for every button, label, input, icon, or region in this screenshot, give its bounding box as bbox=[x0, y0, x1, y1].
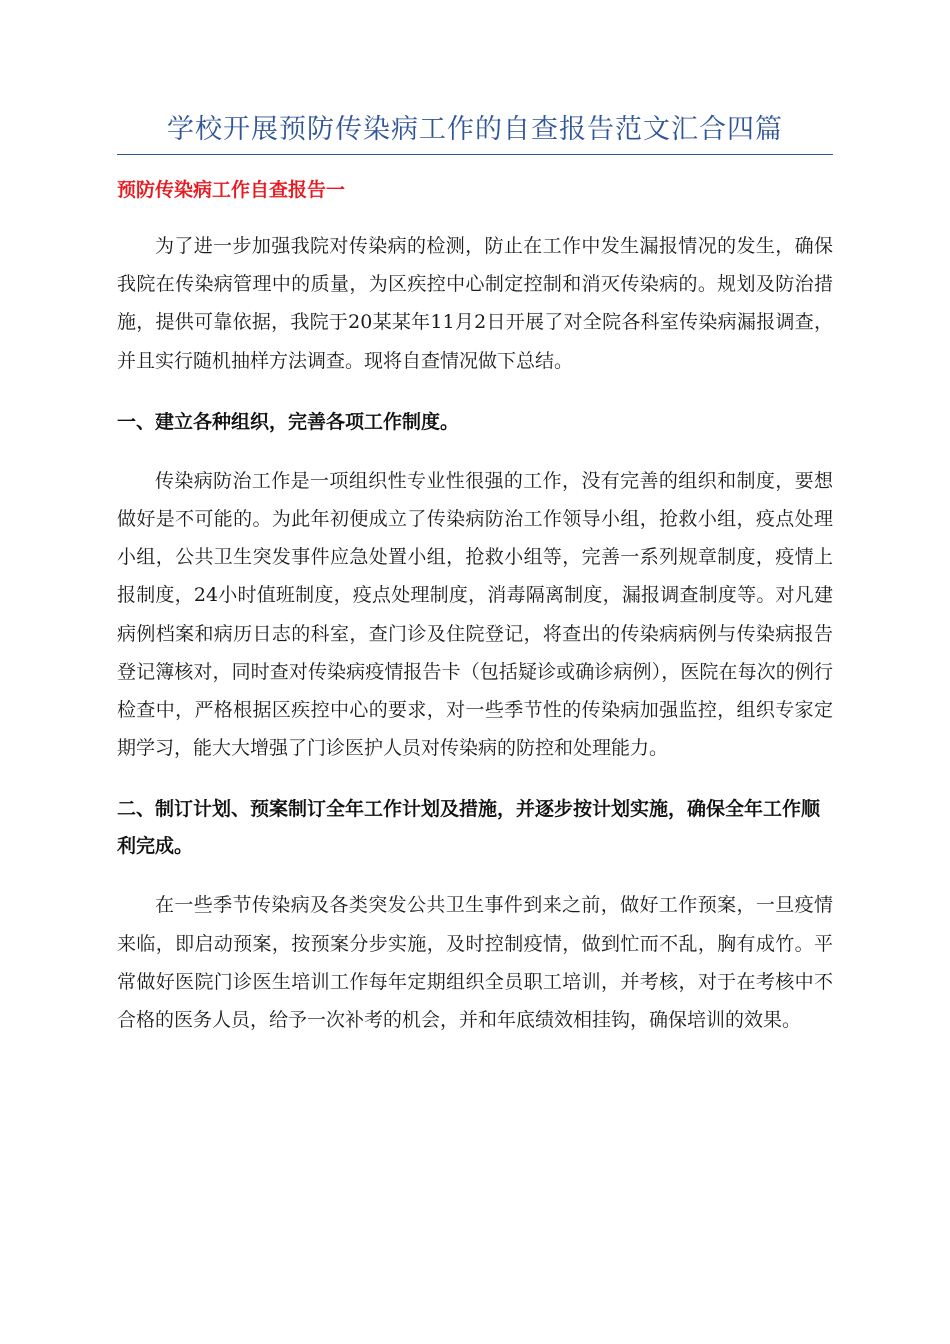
section-2-paragraph: 在一些季节传染病及各类突发公共卫生事件到来之前，做好工作预案，一旦疫情来临，即启动预案，按预案分步实施，及时控制疫情，做到忙而不乱，胸有成竹。平常做好医院门诊医生培训工作每年定期组织全员职工培训，并考核，对于在考核中不合格的医务人员，给予一次补考的机会，并和年底绩效相挂钩，确保培训的效果。 bbox=[117, 894, 833, 1032]
intro-paragraph: 为了进一步加强我院对传染病的检测，防止在工作中发生漏报情况的发生，确保我院在传染病管理中的质量，为区疾控中心制定控制和消灭传染病的。规划及防治措施，提供可靠依据，我院于20某某年11月2日开展了对全院各科室传染病漏报调查，并且实行随机抽样方法调查。现将自查情况做下总结。 bbox=[117, 235, 833, 372]
section-heading-2: 二、制订计划、预案制订全年工作计划及措施，并逐步按计划实施，确保全年工作顺利完成。 bbox=[117, 798, 821, 858]
report-subtitle: 预防传染病工作自查报告一 bbox=[117, 179, 346, 201]
section-heading-1: 一、建立各种组织，完善各项工作制度。 bbox=[117, 410, 460, 433]
document-body bbox=[117, 175, 833, 1039]
section-1-paragraph: 传染病防治工作是一项组织性专业性很强的工作，没有完善的组织和制度，要想做好是不可能的。为此年初便成立了传染病防治工作领导小组，抢救小组，疫点处理小组，公共卫生突发事件应急处置小组，抢救小组等，完善一系列规章制度，疫情上报制度，24小时值班制度，疫点处理制度，消毒隔离制度，漏报调查制度等。对凡建病例档案和病历日志的科室，查门诊及住院登记，将查出的传染病病例与传染病报告登记簿核对，同时查对传染病疫情报告卡（包括疑诊或确诊病例），医院在每次的例行检查中，严格根据区疾控中心的要求，对一些季节性的传染病加强监控，组织专家定期学习，能大大增强了门诊医护人员对传染病的防控和处理能力。 bbox=[117, 469, 833, 760]
title-block bbox=[117, 112, 833, 155]
document-title: 学校开展预防传染病工作的自查报告范文汇合四篇 bbox=[167, 114, 783, 145]
